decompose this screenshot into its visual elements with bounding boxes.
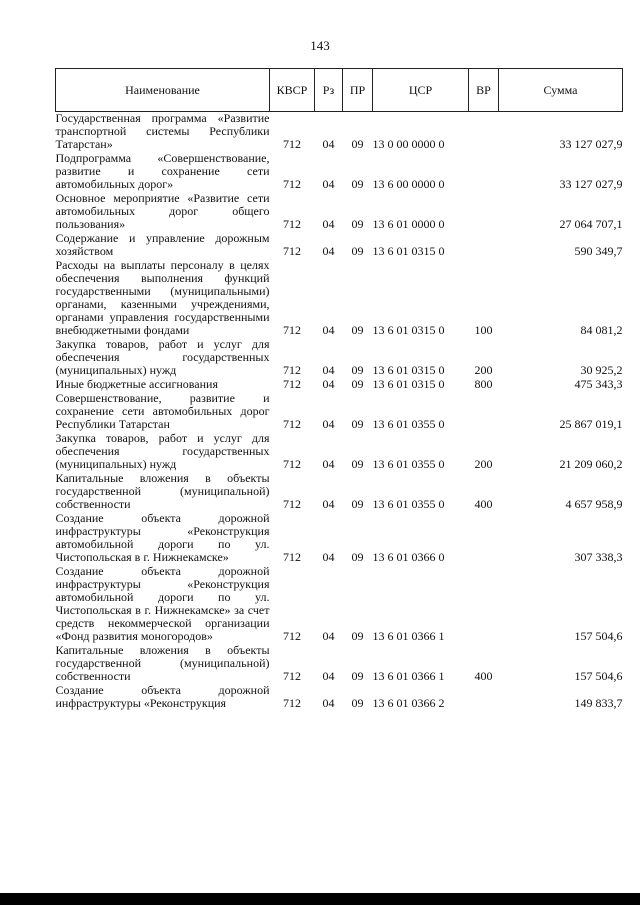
table-row xyxy=(56,259,623,338)
cell-pr: 09 xyxy=(351,629,364,643)
cell-kvsr: 712 xyxy=(283,550,301,564)
cell-sum: 33 127 027,9 xyxy=(559,137,623,151)
cell-name: Основное мероприятие «Развитие сети автомобильных дорог общего пользования» xyxy=(55,191,270,231)
cell-sum: 27 064 707,1 xyxy=(559,217,623,231)
header-sum: Сумма xyxy=(499,69,623,112)
cell-kvsr: 712 xyxy=(283,363,301,377)
cell-pr: 09 xyxy=(351,244,364,258)
cell-csr: 13 6 01 0315 0 xyxy=(372,323,445,337)
header-kvsr: КВСР xyxy=(270,69,315,112)
cell-kvsr: 712 xyxy=(283,377,301,391)
table-row xyxy=(56,512,623,565)
cell-name: Закупка товаров, работ и услуг для обеспечения государственных (муниципальных) нужд xyxy=(55,431,270,471)
table-row xyxy=(56,152,623,192)
cell-name: Государственная программа «Развитие транспортной системы Республики Татарстан» xyxy=(55,111,270,151)
table-row xyxy=(56,392,623,432)
cell-csr: 13 6 01 0366 1 xyxy=(372,629,445,643)
header-vr: ВР xyxy=(469,69,499,112)
cell-pr: 09 xyxy=(351,696,364,710)
cell-csr: 13 6 01 0366 0 xyxy=(372,550,445,564)
header-pr: ПР xyxy=(343,69,373,112)
table-row xyxy=(56,684,623,711)
cell-vr xyxy=(469,192,499,232)
cell-pr: 09 xyxy=(351,217,364,231)
header-name: Наименование xyxy=(56,69,270,112)
cell-pr: 09 xyxy=(351,363,364,377)
cell-rz: 04 xyxy=(322,217,335,231)
cell-sum: 33 127 027,9 xyxy=(559,177,623,191)
cell-rz: 04 xyxy=(322,550,335,564)
cell-pr: 09 xyxy=(351,377,364,391)
cell-rz: 04 xyxy=(322,696,335,710)
cell-name: Иные бюджетные ассигнования xyxy=(55,377,218,391)
cell-csr: 13 6 01 0355 0 xyxy=(372,497,445,511)
cell-vr xyxy=(469,684,499,711)
table-row xyxy=(56,192,623,232)
cell-kvsr: 712 xyxy=(283,696,301,710)
cell-vr: 200 xyxy=(474,457,493,471)
cell-vr xyxy=(469,512,499,565)
cell-kvsr: 712 xyxy=(283,497,301,511)
cell-csr: 13 6 01 0366 2 xyxy=(372,696,445,710)
table-row xyxy=(56,472,623,512)
cell-vr: 100 xyxy=(474,323,493,337)
cell-kvsr: 712 xyxy=(283,323,301,337)
table-row xyxy=(56,338,623,378)
cell-kvsr: 712 xyxy=(283,417,301,431)
cell-name: Подпрограмма «Совершенствование, развитие и сохранение сети автомобильных дорог» xyxy=(55,151,270,191)
cell-name: Капитальные вложения в объекты государственной (муниципальной) собственности xyxy=(55,471,270,511)
cell-csr: 13 6 01 0315 0 xyxy=(372,244,445,258)
cell-kvsr: 712 xyxy=(283,669,301,683)
cell-pr: 09 xyxy=(351,669,364,683)
table-row xyxy=(56,378,623,392)
cell-rz: 04 xyxy=(322,457,335,471)
cell-name: Расходы на выплаты персоналу в целях обеспечения выполнения функций государственными (муниципальными) органами, казенными учреждениями, органами управления государственными внебюджетными фондами xyxy=(55,258,270,337)
cell-csr: 13 6 00 0000 0 xyxy=(372,177,445,191)
cell-kvsr: 712 xyxy=(283,217,301,231)
cell-kvsr: 712 xyxy=(283,177,301,191)
cell-vr xyxy=(469,392,499,432)
cell-kvsr: 712 xyxy=(283,457,301,471)
cell-rz: 04 xyxy=(322,323,335,337)
cell-csr: 13 6 01 0355 0 xyxy=(372,457,445,471)
cell-rz: 04 xyxy=(322,669,335,683)
cell-rz: 04 xyxy=(322,629,335,643)
cell-csr: 13 6 01 0355 0 xyxy=(372,417,445,431)
budget-table xyxy=(55,68,623,711)
cell-sum: 84 081,2 xyxy=(580,323,623,337)
cell-name: Капитальные вложения в объекты государственной (муниципальной) собственности xyxy=(55,643,270,683)
cell-sum: 21 209 060,2 xyxy=(559,457,623,471)
cell-sum: 30 925,2 xyxy=(580,363,623,377)
cell-pr: 09 xyxy=(351,457,364,471)
cell-csr: 13 6 01 0315 0 xyxy=(372,363,445,377)
cell-name: Создание объекта дорожной инфраструктуры «Реконструкция автомобильной дороги по ул. Чистопольская в г. Нижнекамске» за счет средств некоммерческой организации «Фонд развития моногородов» xyxy=(55,564,270,643)
cell-sum: 149 833,7 xyxy=(574,696,623,710)
table-row xyxy=(56,565,623,644)
cell-name: Содержание и управление дорожным хозяйством xyxy=(55,231,270,258)
cell-rz: 04 xyxy=(322,137,335,151)
cell-vr: 400 xyxy=(474,669,493,683)
cell-name: Закупка товаров, работ и услуг для обеспечения государственных (муниципальных) нужд xyxy=(55,337,270,377)
cell-csr: 13 6 01 0000 0 xyxy=(372,217,445,231)
cell-rz: 04 xyxy=(322,417,335,431)
cell-pr: 09 xyxy=(351,137,364,151)
cell-sum: 157 504,6 xyxy=(574,629,623,643)
cell-pr: 09 xyxy=(351,550,364,564)
cell-sum: 307 338,3 xyxy=(574,550,623,564)
cell-sum: 4 657 958,9 xyxy=(565,497,623,511)
cell-vr: 200 xyxy=(474,363,493,377)
table-body xyxy=(56,112,623,712)
cell-rz: 04 xyxy=(322,177,335,191)
cell-vr: 400 xyxy=(474,497,493,511)
scan-bottom-edge xyxy=(0,893,640,905)
cell-pr: 09 xyxy=(351,417,364,431)
cell-csr: 13 6 01 0315 0 xyxy=(372,377,445,391)
cell-vr xyxy=(469,112,499,153)
cell-sum: 475 343,3 xyxy=(574,377,623,391)
cell-vr xyxy=(469,565,499,644)
table-row xyxy=(56,232,623,259)
cell-kvsr: 712 xyxy=(283,137,301,151)
cell-sum: 590 349,7 xyxy=(574,244,623,258)
table-row xyxy=(56,112,623,153)
cell-vr: 800 xyxy=(474,377,493,391)
cell-kvsr: 712 xyxy=(283,629,301,643)
cell-csr: 13 6 01 0366 1 xyxy=(372,669,445,683)
cell-name: Совершенствование, развитие и сохранение сети автомобильных дорог Республики Татарстан xyxy=(55,391,270,431)
cell-pr: 09 xyxy=(351,323,364,337)
cell-rz: 04 xyxy=(322,363,335,377)
table-row xyxy=(56,432,623,472)
cell-rz: 04 xyxy=(322,377,335,391)
cell-vr xyxy=(469,152,499,192)
cell-rz: 04 xyxy=(322,244,335,258)
table-row xyxy=(56,644,623,684)
table-header-row xyxy=(56,69,623,112)
cell-rz: 04 xyxy=(322,497,335,511)
cell-kvsr: 712 xyxy=(283,244,301,258)
cell-vr xyxy=(469,232,499,259)
cell-pr: 09 xyxy=(351,177,364,191)
cell-csr: 13 0 00 0000 0 xyxy=(372,137,445,151)
cell-name: Создание объекта дорожной инфраструктуры «Реконструкция автомобильной дороги по ул. Чистопольская в г. Нижнекамске» xyxy=(55,511,270,564)
cell-name: Создание объекта дорожной инфраструктуры «Реконструкция xyxy=(55,683,270,710)
page-number: 143 xyxy=(310,38,330,53)
cell-sum: 25 867 019,1 xyxy=(559,417,623,431)
header-csr: ЦСР xyxy=(373,69,469,112)
cell-pr: 09 xyxy=(351,497,364,511)
cell-sum: 157 504,6 xyxy=(574,669,623,683)
header-rz: Рз xyxy=(315,69,343,112)
